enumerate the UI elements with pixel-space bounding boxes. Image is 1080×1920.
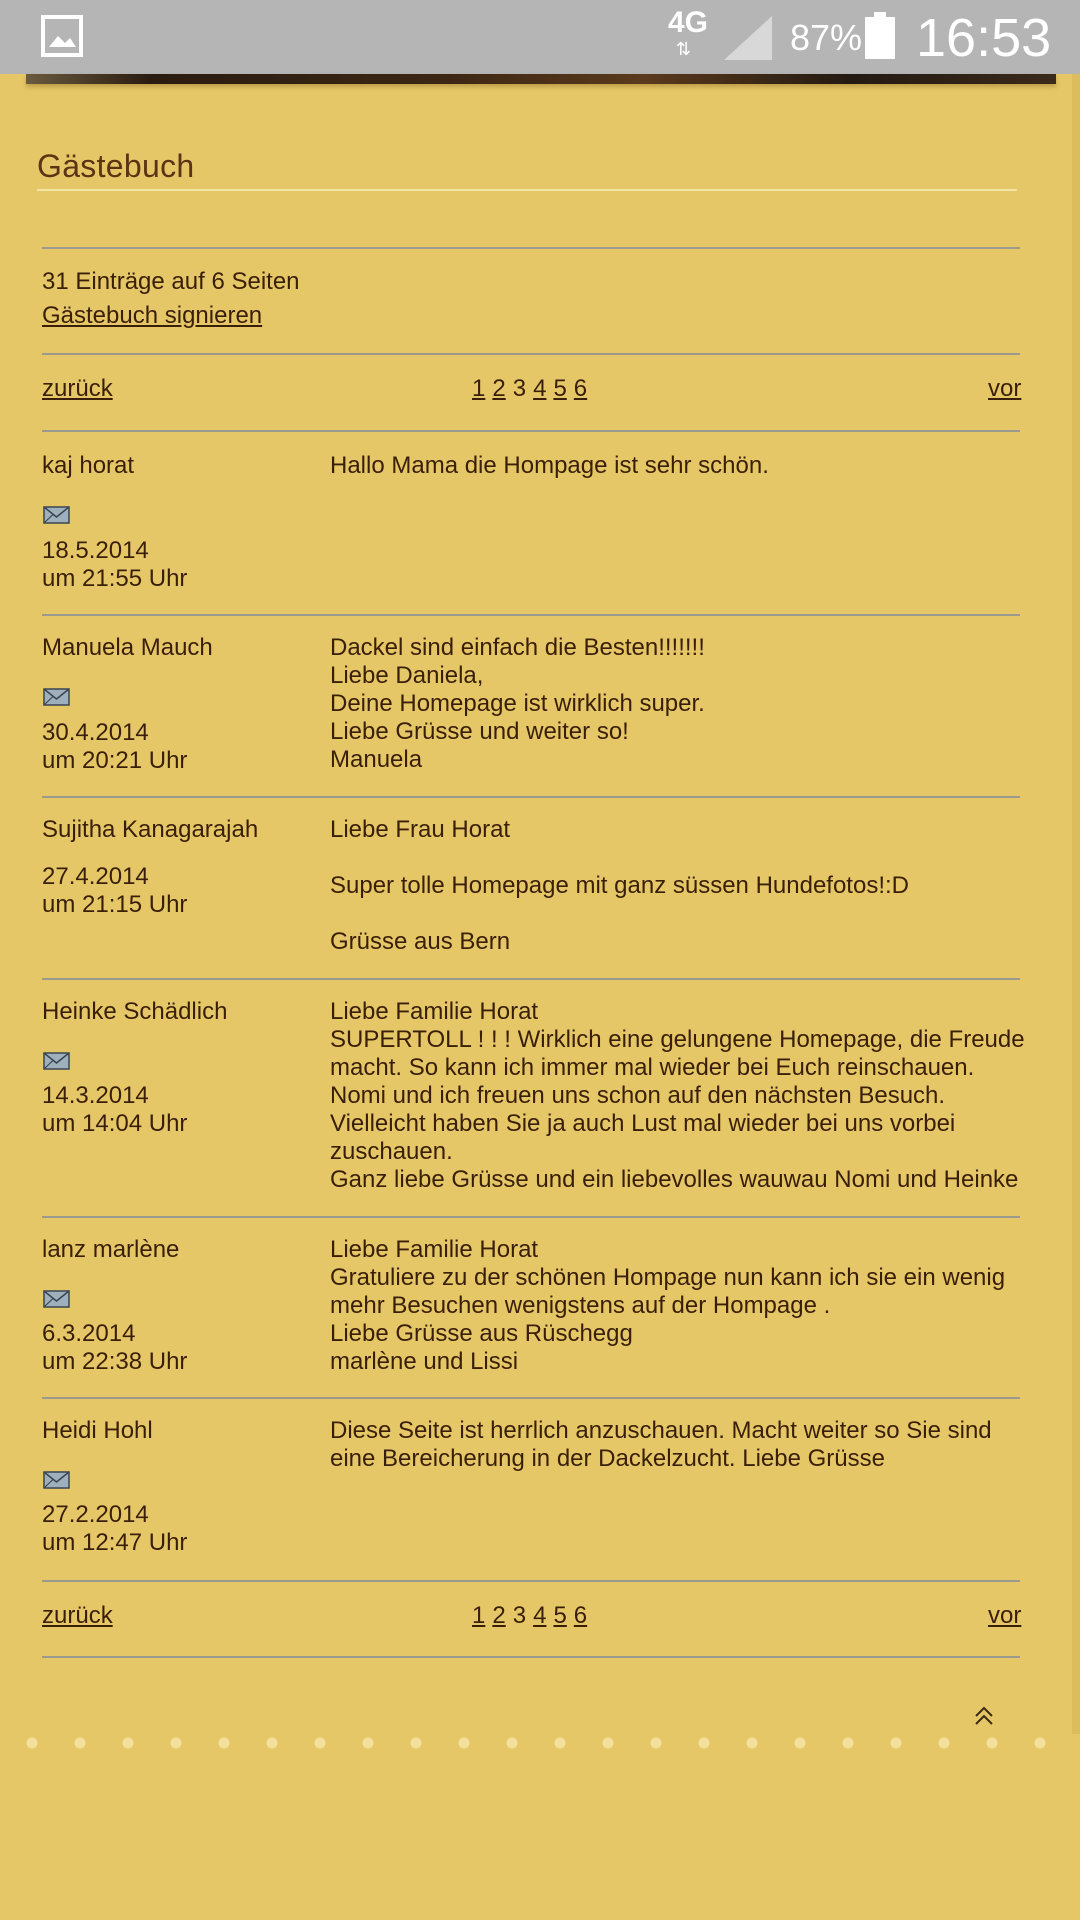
- mail-icon[interactable]: [43, 1052, 70, 1070]
- pager-page-2[interactable]: 2: [492, 375, 506, 402]
- divider: [42, 614, 1020, 616]
- pager-page-5[interactable]: 5: [553, 1602, 567, 1629]
- entry-message: Hallo Mama die Hompage ist sehr schön.: [330, 452, 769, 479]
- pager-page-1[interactable]: 1: [472, 375, 486, 402]
- divider: [42, 1656, 1020, 1658]
- entry-time: um 12:47 Uhr: [42, 1529, 188, 1556]
- data-activity-icon: ⇅: [676, 39, 692, 59]
- sign-guestbook-link[interactable]: Gästebuch signieren: [42, 302, 263, 329]
- entry-date: 27.2.2014: [42, 1501, 149, 1528]
- entry-message: Liebe Familie Horat SUPERTOLL ! ! ! Wirklich eine gelungene Homepage, die Freude macht. So kann ich immer mal wieder bei Euch reinschauen. Nomi und ich freuen uns schon auf den nächsten Besuch. Vielleicht haben Sie ja auch Lust mal wieder bei uns vorbei zuschauen. Ganz liebe Grüsse und ein liebevolles wauwau Nomi und Heinke: [330, 998, 1025, 1193]
- entry-time: um 14:04 Uhr: [42, 1110, 188, 1137]
- divider: [42, 353, 1020, 355]
- entry-author: Sujitha Kanagarajah: [42, 816, 259, 843]
- pager-page-current: 3: [512, 375, 527, 402]
- pager-next-link[interactable]: vor: [988, 1602, 1022, 1629]
- pager-pages: [472, 375, 594, 403]
- pager-page-4[interactable]: 4: [533, 375, 547, 402]
- pager-page-1[interactable]: 1: [472, 1602, 486, 1629]
- entry-message: Dackel sind einfach die Besten!!!!!!! Liebe Daniela, Deine Homepage ist wirklich super. Liebe Grüsse und weiter so! Manuela: [330, 634, 705, 773]
- pager-page-current: 3: [512, 1602, 527, 1629]
- entry-date: 6.3.2014: [42, 1320, 136, 1347]
- entry-author: Heidi Hohl: [42, 1417, 153, 1444]
- page-title: Gästebuch: [37, 148, 195, 184]
- entry-time: um 22:38 Uhr: [42, 1348, 188, 1375]
- entry-date: 14.3.2014: [42, 1082, 149, 1109]
- pager-pages: [472, 1602, 594, 1630]
- header-image: [26, 74, 1056, 84]
- pager-next-link[interactable]: vor: [988, 375, 1022, 402]
- clock: 16:53: [916, 8, 1052, 68]
- divider: [42, 796, 1020, 798]
- pager-prev-link[interactable]: zurück: [42, 1602, 113, 1629]
- entry-message: Liebe Familie Horat Gratuliere zu der schönen Hompage nun kann ich sie ein wenig mehr Besuchen wenigstens auf der Hompage . Liebe Grüsse aus Rüschegg marlène und Lissi: [330, 1236, 1006, 1375]
- entry-count: 31 Einträge auf 6 Seiten: [42, 268, 300, 295]
- entry-author: Manuela Mauch: [42, 634, 213, 661]
- mail-icon[interactable]: [43, 1290, 70, 1308]
- battery-icon: [864, 12, 896, 60]
- entry-time: um 21:55 Uhr: [42, 565, 188, 592]
- gallery-notification-icon: [40, 14, 84, 58]
- status-bar: [0, 0, 1080, 74]
- pager-page-5[interactable]: 5: [553, 375, 567, 402]
- pager-page-4[interactable]: 4: [533, 1602, 547, 1629]
- entry-message: Diese Seite ist herrlich anzuschauen. Macht weiter so Sie sind eine Bereicherung in der Dackelzucht. Liebe Grüsse: [330, 1417, 992, 1472]
- mail-icon[interactable]: [43, 506, 70, 524]
- pager-page-2[interactable]: 2: [492, 1602, 506, 1629]
- double-chevron-up-icon[interactable]: [972, 1704, 996, 1728]
- mail-icon[interactable]: [43, 688, 70, 706]
- divider: [42, 1397, 1020, 1399]
- signal-icon: [722, 14, 774, 62]
- mail-icon[interactable]: [43, 1471, 70, 1489]
- pager-page-6[interactable]: 6: [573, 375, 588, 402]
- entry-time: um 20:21 Uhr: [42, 747, 188, 774]
- entry-author: lanz marlène: [42, 1236, 180, 1263]
- divider: [42, 1580, 1020, 1582]
- entry-time: um 21:15 Uhr: [42, 891, 188, 918]
- divider: [42, 978, 1020, 980]
- entry-message: Liebe Frau Horat Super tolle Homepage mit ganz süssen Hundefotos!:D Grüsse aus Bern: [330, 816, 909, 955]
- entry-author: Heinke Schädlich: [42, 998, 228, 1025]
- title-underline: [37, 189, 1017, 191]
- network-type: 4G: [668, 6, 709, 39]
- battery-percent: 87%: [790, 17, 863, 58]
- star-border-decoration: [0, 1728, 1080, 1758]
- entry-date: 30.4.2014: [42, 719, 149, 746]
- divider: [42, 430, 1020, 432]
- pager-prev-link[interactable]: zurück: [42, 375, 113, 402]
- divider: [42, 247, 1020, 249]
- page-edge: [1072, 74, 1080, 1734]
- entry-date: 27.4.2014: [42, 863, 149, 890]
- entry-author: kaj horat: [42, 452, 135, 479]
- pager-page-6[interactable]: 6: [573, 1602, 588, 1629]
- entry-date: 18.5.2014: [42, 537, 149, 564]
- divider: [42, 1216, 1020, 1218]
